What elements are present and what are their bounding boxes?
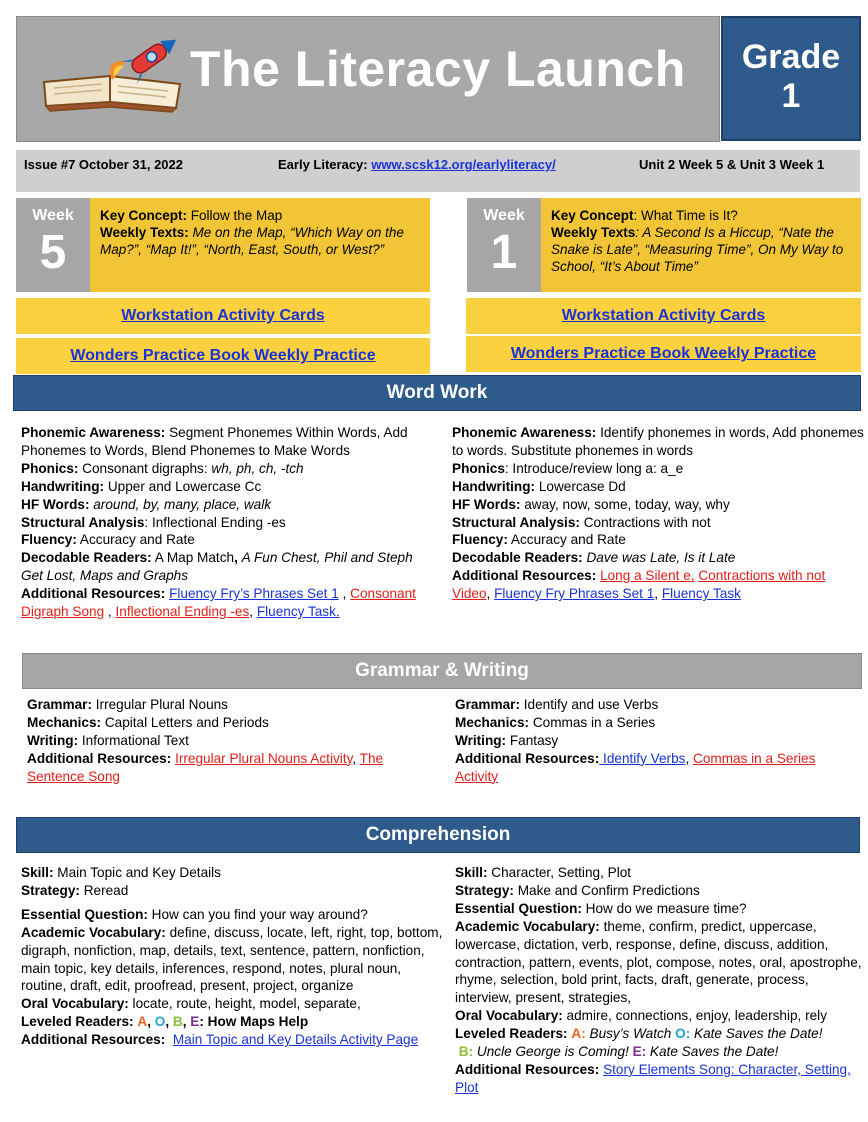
issue-date: Issue #7 October 31, 2022 xyxy=(24,157,183,172)
comprehension-right: Skill: Character, Setting, Plot Strategy: Make and Confirm Predictions Essential Question: How do we measure time? Academic Vocabulary: theme, confirm, predict, uppercase, lowercase, dictation, verb, response, define, discuss, addition, contraction, pattern, events, plot, compose, notes, oral, apostrophe, rhyme, selection, bold print, facts, draft, generate, process, interview, present, strategies, Oral Vocabulary: admire, connections, enjoy, leadership, rely Leveled Readers: A: Busy’s Watch O: Kate Saves the Date! B: Uncle George is Coming! E: Kate Saves the Date! Additional Resources: Story Elements Song: Character, Setting, Plot xyxy=(455,865,862,1095)
inflectional-ending-link[interactable]: Inflectional Ending -es xyxy=(115,604,250,620)
identify-verbs-link[interactable]: Identify Verbs xyxy=(599,750,686,766)
rocket-book-logo-icon xyxy=(40,36,190,116)
word-work-header: Word Work xyxy=(13,375,861,411)
wonders-practice-link-left[interactable]: Wonders Practice Book Weekly Practice xyxy=(70,347,376,364)
level-o-badge: O: xyxy=(675,1026,691,1042)
early-literacy-link[interactable]: www.scsk12.org/earlyliteracy/ xyxy=(371,157,556,172)
level-a-badge: A xyxy=(137,1014,148,1030)
word-work-left: Phonemic Awareness: Segment Phonemes Within Words, Add Phonemes to Words, Blend Phonemes to Make Words Phonics: Consonant digraphs: wh, ph, ch, -tch Handwriting: Upper and Lowercase Cc HF Words: around, by, many, place, walk Structural Analysis: Inflectional Ending -es Fluency: Accuracy and Rate Decodable Readers: A Map Match, A Fun Chest, Phil and Steph Get Lost, Maps and Graphs Additional Resources: Fluency Fry’s Phrases Set 1 , Consonant Digraph Song , Inflectional Ending -es, Fluency Task. xyxy=(21,425,416,620)
grammar-writing-header: Grammar & Writing xyxy=(22,653,862,689)
workstation-cards-link-right[interactable]: Workstation Activity Cards xyxy=(561,307,766,324)
newsletter-title: The Literacy Launch xyxy=(190,41,686,97)
fluency-task-link-left[interactable]: Fluency Task. xyxy=(256,604,340,620)
week-number-box-left xyxy=(16,198,90,292)
commas-series-activity-link[interactable]: Commas in a Series Activity xyxy=(455,750,816,784)
fluency-task-link-right[interactable]: Fluency Task xyxy=(661,586,741,602)
wonders-bar-right xyxy=(466,336,861,372)
level-b-badge: B: xyxy=(458,1044,474,1060)
workstation-bar-right xyxy=(466,298,861,334)
grade-number: 1 xyxy=(781,77,801,115)
irregular-plural-nouns-link[interactable]: Irregular Plural Nouns Activity xyxy=(175,750,353,766)
grade-badge xyxy=(721,16,861,141)
consonant-digraph-song-link[interactable]: Consonant Digraph Song xyxy=(21,586,416,620)
wonders-bar-left xyxy=(16,338,430,374)
level-o-badge: O xyxy=(154,1014,166,1030)
word-work-right: Phonemic Awareness: Identify phonemes in words, Add phonemes to words. Substitute phonemes in words Phonics: Introduce/review long a: a_e Handwriting: Lowercase Dd HF Words: away, now, some, today, way, why Structural Analysis: Contractions with not Fluency: Accuracy and Rate Decodable Readers: Dave was Late, Is it Late Additional Resources: Long a Silent e, Contractions with not Video, Fluency Fry Phrases Set 1, Fluency Task xyxy=(452,425,864,602)
grammar-left: Grammar: Irregular Plural Nouns Mechanics: Capital Letters and Periods Writing: Informational Text Additional Resources: Irregular Plural Nouns Activity, The Sentence Song xyxy=(27,697,384,784)
wonders-practice-link-right[interactable]: Wonders Practice Book Weekly Practice xyxy=(510,345,817,362)
fluency-fry-phrases-link-right[interactable]: Fluency Fry Phrases Set 1 xyxy=(494,586,655,602)
week-label: Week xyxy=(32,207,74,224)
issue-info-bar xyxy=(16,150,860,192)
unit-week-info: Unit 2 Week 5 & Unit 3 Week 1 xyxy=(639,157,825,172)
workstation-bar-left xyxy=(16,298,430,334)
level-e-badge: E: xyxy=(632,1044,647,1060)
main-topic-activity-link[interactable]: Main Topic and Key Details Activity Page xyxy=(172,1032,419,1048)
comprehension-left: Skill: Main Topic and Key Details Strategy: Reread Essential Question: How can you find your way around? Academic Vocabulary: define, discuss, locate, left, right, top, bottom, digraph, nonfiction, map, details, text, sentence, pattern, nonfiction, main topic, key details, inferences, respond, notes, plural noun, routine, draft, edit, proofread, present, project, organize Oral Vocabulary: locate, route, height, model, separate, Leveled Readers: A, O, B, E: How Maps Help Additional Resources: Main Topic and Key Details Activity Page xyxy=(21,865,443,1048)
story-elements-song-link[interactable]: Story Elements Song: Character, Setting, Plot xyxy=(455,1061,851,1095)
week-number: 1 xyxy=(490,226,518,279)
early-literacy: Early Literacy: www.scsk12.org/earlyliteracy/ xyxy=(278,157,556,172)
week-number-box-right xyxy=(467,198,541,292)
level-a-badge: A: xyxy=(571,1026,586,1042)
sentence-song-link[interactable]: The Sentence Song xyxy=(27,750,384,784)
level-e-badge: E xyxy=(190,1014,200,1030)
week-info-left: Key Concept: Follow the Map Weekly Texts: Me on the Map, “Which Way on the Map?”, “Map It!”, “North, East, South, or West?” xyxy=(100,208,404,257)
grammar-right: Grammar: Identify and use Verbs Mechanics: Commas in a Series Writing: Fantasy Additional Resources: Identify Verbs, Commas in a Series Activity xyxy=(455,697,816,784)
week-label: Week xyxy=(483,207,525,224)
long-a-silent-e-link[interactable]: Long a Silent e, xyxy=(600,568,695,584)
week-info-right: Key Concept: What Time is It? Weekly Texts: A Second Is a Hiccup, “Nate the Snake is Late”, “Measuring Time”, On My Way to School, “It’s About Time” xyxy=(551,208,844,274)
comprehension-header: Comprehension xyxy=(16,817,860,853)
fluency-fry-phrases-link[interactable]: Fluency Fry’s Phrases Set 1 xyxy=(169,586,339,602)
grade-label: Grade xyxy=(741,38,841,76)
level-b-badge: B xyxy=(172,1014,183,1030)
contractions-video-link[interactable]: Contractions with not Video xyxy=(452,568,826,602)
week-number: 5 xyxy=(39,226,67,279)
workstation-cards-link-left[interactable]: Workstation Activity Cards xyxy=(121,307,325,324)
